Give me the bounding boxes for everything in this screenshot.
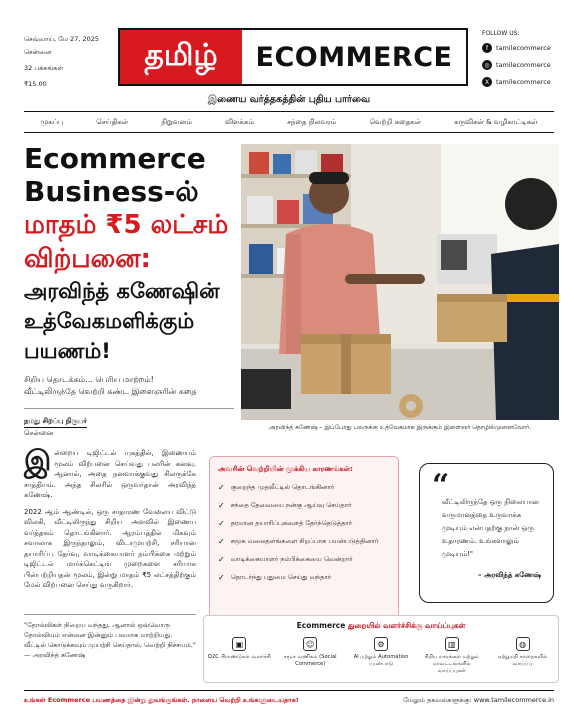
quote-author: — அரவிந்த் கணேஷ் xyxy=(24,651,86,659)
opportunity-label: சமூக வணிகம் (Social Commerce) xyxy=(283,654,337,667)
quote-mark-icon: “ xyxy=(432,468,450,503)
opportunity-label: D2C பிராண்டுகள் வளர்ச்சி xyxy=(207,654,271,660)
reason-text: தரமான தயாரிப்புகளைத் தேர்ந்தெடுத்தார் xyxy=(230,519,353,527)
logo-english: ECOMMERCE xyxy=(255,41,453,73)
nav-item-explainer[interactable]: விளக்கம் xyxy=(225,117,254,126)
social-links xyxy=(482,30,562,94)
headline-line-red: விற்பனை: xyxy=(24,244,151,274)
paragraph-text: ன்றைய டிஜிட்டல் யுகத்தில், இணையம் மூலம் விற்பனை செய்வது பலரின் கனவு. ஆனால், அதை நனவாக்குவது சிலருக்கே சாத்தியம். அந்த சிலரில் ஒருவர்தான் அரவிந்த் கணேஷ். xyxy=(24,449,196,499)
list-item xyxy=(218,519,390,528)
issue-info xyxy=(24,34,114,92)
footer-call-to-action: உங்கள் Ecommerce பயணத்தை இன்று துவங்குங்கள். நாளைய வெற்றி உங்களுடையதாக! xyxy=(24,696,299,704)
article-body xyxy=(24,444,196,597)
logo-tamil: தமிழ் xyxy=(120,30,242,84)
divider xyxy=(24,614,196,615)
list-item xyxy=(218,501,390,510)
reasons-title: அவரின் வெற்றியின் முக்கிய காரணங்கள்: xyxy=(218,465,353,473)
reasons-list xyxy=(218,483,390,582)
opportunities-title-suffix: துறையில் வளர்ச்சிக்கு வாய்ப்புகள் xyxy=(347,621,466,630)
check-icon: ✓ xyxy=(218,537,225,546)
drop-cap: இ xyxy=(24,444,52,477)
divider xyxy=(24,408,234,409)
nav-bar xyxy=(24,111,554,133)
subhead-line: சிறிய தொடக்கம்... பெரிய மாற்றம்! xyxy=(24,375,154,384)
byline xyxy=(24,416,87,439)
list-item xyxy=(277,637,343,675)
list-item xyxy=(206,637,272,675)
issue-date: செவ்வாய், மே 27, 2025 xyxy=(24,35,100,43)
logo xyxy=(118,28,468,86)
quote-text: "தோல்விகள் நிறைய வந்தது, ஆனால் ஒவ்வொரு தோல்வியும் என்னை இன்னும் பலமாக மாற்றியது. வீட்டில் கொடுக்கவும் முயற்சி செய்தால், வெற்றி நிச்சயம்." xyxy=(24,621,196,649)
social-handle: tamilecommerce xyxy=(496,44,551,52)
check-icon: ✓ xyxy=(218,483,225,492)
social-commerce-icon: ☺ xyxy=(303,637,317,651)
nav-item-news[interactable]: செய்திகள் xyxy=(96,117,129,126)
photo-caption: அரவிந்த் கணேஷ் – இப்போது பலருக்கு உத்வேகமாக இருக்கும் இளைஞர் தொழில்முனைவோர். xyxy=(268,424,532,431)
list-item xyxy=(490,637,556,675)
success-reasons-box xyxy=(209,456,399,621)
list-item xyxy=(218,555,390,564)
subheadline xyxy=(24,374,234,398)
reason-text: தொடர்ந்து புதுமை செய்து வந்தார் xyxy=(230,573,332,581)
x-icon: X xyxy=(482,77,492,87)
closing-quote xyxy=(24,620,196,660)
growth-opportunities xyxy=(203,615,559,683)
social-handle: tamilecommerce xyxy=(496,78,551,86)
list-item xyxy=(348,637,414,675)
facebook-icon: f xyxy=(482,43,492,53)
headline-line-red: மாதம் ₹5 லட்சம் xyxy=(24,210,229,240)
social-handle: tamilecommerce xyxy=(496,61,551,69)
follow-label: FOLLOW US: xyxy=(482,30,520,37)
list-item xyxy=(218,573,390,582)
issue-city: சென்னை xyxy=(24,48,52,56)
masthead xyxy=(24,28,554,118)
headline-line: உத்வேகமளிக்கும் xyxy=(24,309,195,333)
nav-item-market[interactable]: சந்தை நிலவரம் xyxy=(287,117,337,126)
city-icon: ▥ xyxy=(445,637,459,651)
social-facebook[interactable] xyxy=(482,43,562,53)
check-icon: ✓ xyxy=(218,519,225,528)
headline-line: Business-ல் xyxy=(24,175,199,208)
opportunity-label: ஏற்றுமதி சந்தைகளில் வாய்ப்பு xyxy=(497,654,548,667)
opportunity-label: சிறிய நகரங்கள் மற்றும் மாவட்டங்களில் வாய்ப்புகள் xyxy=(424,654,479,674)
headline xyxy=(24,142,234,366)
pull-quote xyxy=(419,463,554,603)
opportunity-label: AI மற்றும் Automation பயன்பாடு xyxy=(353,654,409,667)
headline-line: அரவிந்த் கணேஷின் xyxy=(24,279,220,303)
reason-text: வாடிக்கையாளர் நம்பிக்கையை வென்றார் xyxy=(230,555,353,563)
footer-website[interactable]: மேலும் தகவல்களுக்கு: www.tamilecommerce.in xyxy=(403,696,554,704)
pull-quote-author: – அரவிந்த் கணேஷ் xyxy=(478,571,541,579)
check-icon: ✓ xyxy=(218,573,225,582)
social-x[interactable] xyxy=(482,77,562,87)
reason-text: சந்தை தேவையை நன்கு ஆய்வு செய்தார் xyxy=(230,501,352,509)
footer xyxy=(24,690,554,710)
nav-item-tools[interactable]: கருவிகள் & வழிகாட்டிகள் xyxy=(454,117,538,126)
opportunities-list xyxy=(204,637,558,675)
headline-line: Ecommerce xyxy=(24,142,206,175)
check-icon: ✓ xyxy=(218,555,225,564)
ai-icon: ⚙ xyxy=(374,637,388,651)
tagline: இணைய வர்த்தகத்தின் புதிய பார்வை xyxy=(207,94,371,105)
byline-city: சென்னை xyxy=(24,429,54,437)
list-item xyxy=(419,637,485,675)
nav-item-success-stories[interactable]: வெற்றி கதைகள் xyxy=(369,117,422,126)
paragraph: 2022 ஆம் ஆண்டில், ஒரு சாதாரண வேலைய விட்டு விலகி, வீட்டிலிருந்து சிறிய அளவில் இணைய வர்த்தகம் தொடங்கினார். ஆரம்பத்தில் மிகவும் சவாலாக இருந்தாலும், விடாமுயற்சி, சரியான தயாரிப்பு தேர்வு, வாடிக்கையாளர் நம்பிக்கை மற்றும் டிஜிட்டல் மார்க்கெட்டிங் முறைகளை சரியாக பின்பற்றியதன் மூலம், இன்று மாதம் ₹5 லட்சத்திற்கும் மேல் விற்பனை செய்து வருகிறார். xyxy=(24,507,196,589)
social-instagram[interactable] xyxy=(482,60,562,70)
reason-text: சமூக வலைதளங்களை சிறப்பாக பயன்படுத்தினார் xyxy=(230,537,379,545)
list-item xyxy=(218,483,390,492)
lead-photo xyxy=(241,144,559,420)
d2c-icon: ▣ xyxy=(232,637,246,651)
check-icon: ✓ xyxy=(218,501,225,510)
opportunities-title xyxy=(204,621,558,631)
pull-quote-text: வீட்டிலிருந்தே ஒரு நிலையான வருமானத்தை உருவாக்க முடியும் என்பதற்கு நான் ஒரு உதாரணம். உங்களாலும் முடியும்!" xyxy=(442,498,539,558)
subhead-line: வீட்டிலிருந்தே வெற்றி கண்ட இளைஞரின் கதை xyxy=(24,387,197,396)
paragraph xyxy=(24,444,196,501)
globe-icon: ◍ xyxy=(516,637,530,651)
list-item xyxy=(218,537,390,546)
opportunities-title-prefix: Ecommerce xyxy=(296,621,346,630)
nav-item-company[interactable]: நிறுவனம் xyxy=(161,117,192,126)
issue-price: ₹15.00 xyxy=(24,80,47,88)
reason-text: குறைந்த முதலீட்டில் தொடங்கினார் xyxy=(230,483,335,491)
headline-line: பயணம்! xyxy=(24,339,111,363)
instagram-icon: ◎ xyxy=(482,60,492,70)
nav-item-home[interactable]: முகப்பு xyxy=(40,117,64,126)
issue-pages: 32 பக்கங்கள் xyxy=(24,64,64,72)
byline-name: நமது சிறப்பு நிருபர் xyxy=(24,416,87,428)
